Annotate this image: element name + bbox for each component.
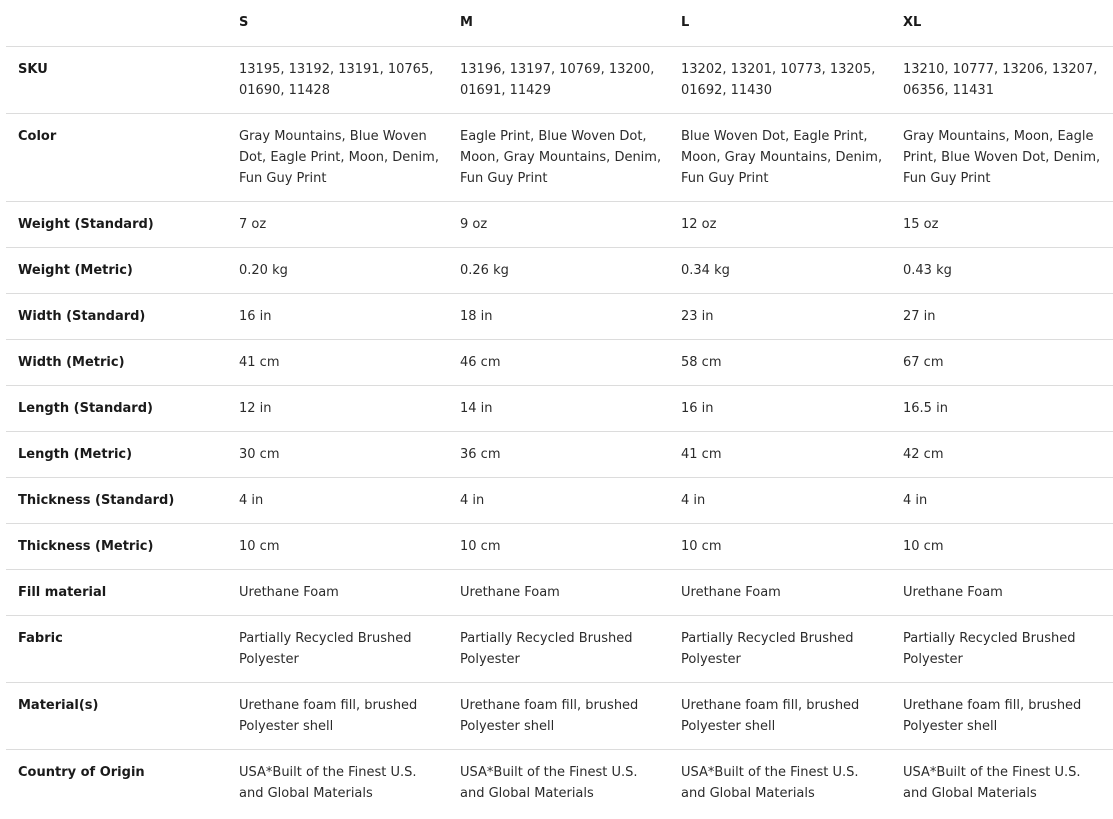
cell-m: Urethane foam fill, brushed Polyester shell	[448, 683, 669, 750]
cell-m: 14 in	[448, 386, 669, 432]
cell-l: 13202, 13201, 10773, 13205, 01692, 11430	[669, 47, 891, 114]
cell-xl: 0.43 kg	[891, 248, 1113, 294]
table-row-length-standard	[6, 386, 1113, 432]
row-label: Fill material	[6, 570, 227, 616]
cell-s: USA*Built of the Finest U.S. and Global Materials	[239, 765, 417, 801]
cell-xl: 16.5 in	[891, 386, 1113, 432]
cell-m: Urethane Foam	[448, 570, 669, 616]
cell-m: Eagle Print, Blue Woven Dot, Moon, Gray Mountains, Denim, Fun Guy Print	[448, 114, 669, 202]
row-label: Width (Metric)	[6, 340, 227, 386]
table-row-weight-standard	[6, 202, 1113, 248]
table-row-thickness-metric	[6, 524, 1113, 570]
cell-l: USA*Built of the Finest U.S. and Global Materials	[681, 765, 859, 801]
cell-l: Urethane Foam	[669, 570, 891, 616]
cell-xl: Gray Mountains, Moon, Eagle Print, Blue Woven Dot, Denim, Fun Guy Print	[891, 114, 1113, 202]
table-body	[6, 47, 1113, 817]
table-row-width-metric	[6, 340, 1113, 386]
cell-l: 41 cm	[669, 432, 891, 478]
cell-xl: 67 cm	[891, 340, 1113, 386]
header-row	[6, 0, 1113, 47]
header-size-xl: XL	[891, 0, 1113, 47]
cell-s: 30 cm	[227, 432, 448, 478]
cell-m: 4 in	[448, 478, 669, 524]
cell-s: 4 in	[227, 478, 448, 524]
cell-s: Gray Mountains, Blue Woven Dot, Eagle Print, Moon, Denim, Fun Guy Print	[227, 114, 448, 202]
table-row-width-standard	[6, 294, 1113, 340]
cell-m: 36 cm	[448, 432, 669, 478]
row-label: Material(s)	[6, 683, 227, 750]
header-empty-cell	[6, 0, 227, 47]
cell-l: Blue Woven Dot, Eagle Print, Moon, Gray Mountains, Denim, Fun Guy Print	[669, 114, 891, 202]
row-label: Color	[6, 114, 227, 202]
spec-table	[6, 0, 1113, 816]
header-size-l: L	[669, 0, 891, 47]
cell-s: 12 in	[227, 386, 448, 432]
cell-l: 23 in	[669, 294, 891, 340]
cell-s: 41 cm	[227, 340, 448, 386]
cell-s: 13195, 13192, 13191, 10765, 01690, 11428	[227, 47, 448, 114]
row-label: Weight (Metric)	[6, 248, 227, 294]
cell-xl: 42 cm	[891, 432, 1113, 478]
cell-l: 16 in	[669, 386, 891, 432]
cell-xl: USA*Built of the Finest U.S. and Global Materials	[903, 765, 1081, 801]
cell-s: 16 in	[227, 294, 448, 340]
table-row-weight-metric	[6, 248, 1113, 294]
cell-s: Urethane Foam	[227, 570, 448, 616]
cell-s: 10 cm	[227, 524, 448, 570]
cell-l: 10 cm	[669, 524, 891, 570]
cell-m: 10 cm	[448, 524, 669, 570]
header-size-s: S	[227, 0, 448, 47]
row-label: Length (Standard)	[6, 386, 227, 432]
cell-xl: 13210, 10777, 13206, 13207, 06356, 11431	[891, 47, 1113, 114]
cell-s: Partially Recycled Brushed Polyester	[227, 616, 448, 683]
cell-m: 13196, 13197, 10769, 13200, 01691, 11429	[448, 47, 669, 114]
table-header	[6, 0, 1113, 47]
table-row-sku	[6, 47, 1113, 114]
cell-m: 18 in	[448, 294, 669, 340]
row-label: Fabric	[6, 616, 227, 683]
cell-m: 0.26 kg	[448, 248, 669, 294]
cell-s: 0.20 kg	[227, 248, 448, 294]
cell-l: Urethane foam fill, brushed Polyester shell	[669, 683, 891, 750]
row-label: Width (Standard)	[6, 294, 227, 340]
row-label: Length (Metric)	[6, 432, 227, 478]
cell-xl: 10 cm	[891, 524, 1113, 570]
table-row-fill-material	[6, 570, 1113, 616]
row-label: Thickness (Metric)	[6, 524, 227, 570]
cell-s: Urethane foam fill, brushed Polyester shell	[227, 683, 448, 750]
row-label: SKU	[6, 47, 227, 114]
cell-xl: Urethane foam fill, brushed Polyester shell	[891, 683, 1113, 750]
cell-xl: Partially Recycled Brushed Polyester	[891, 616, 1113, 683]
cell-l: 12 oz	[669, 202, 891, 248]
cell-l: 4 in	[669, 478, 891, 524]
cell-s: 7 oz	[227, 202, 448, 248]
cell-m: USA*Built of the Finest U.S. and Global Materials	[460, 765, 638, 801]
row-label: Thickness (Standard)	[6, 478, 227, 524]
table-row-color	[6, 114, 1113, 202]
cell-l: Partially Recycled Brushed Polyester	[669, 616, 891, 683]
cell-xl: Urethane Foam	[891, 570, 1113, 616]
header-size-m: M	[448, 0, 669, 47]
table-row-country-of-origin	[6, 750, 1113, 817]
table-row-materials	[6, 683, 1113, 750]
table-row-length-metric	[6, 432, 1113, 478]
row-label: Country of Origin	[18, 765, 145, 780]
cell-l: 0.34 kg	[669, 248, 891, 294]
cell-xl: 4 in	[891, 478, 1113, 524]
cell-l: 58 cm	[669, 340, 891, 386]
row-label: Weight (Standard)	[6, 202, 227, 248]
table-row-fabric	[6, 616, 1113, 683]
cell-xl: 15 oz	[891, 202, 1113, 248]
table-row-thickness-standard	[6, 478, 1113, 524]
cell-xl: 27 in	[891, 294, 1113, 340]
cell-m: 9 oz	[448, 202, 669, 248]
cell-m: 46 cm	[448, 340, 669, 386]
cell-m: Partially Recycled Brushed Polyester	[448, 616, 669, 683]
